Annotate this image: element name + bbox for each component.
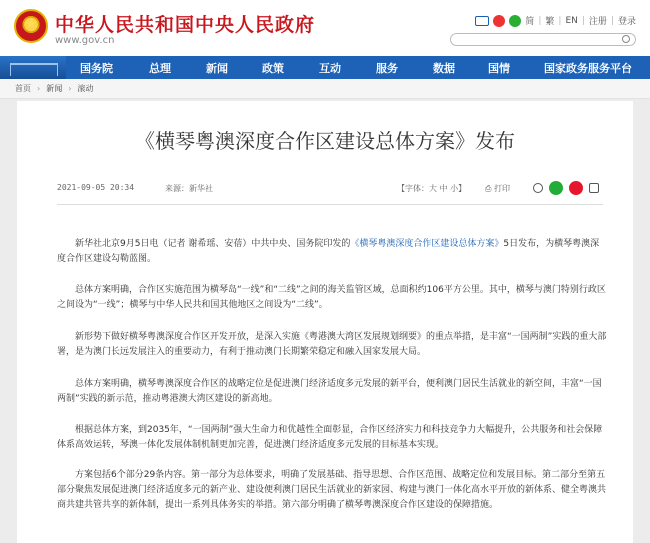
site-url: www.gov.cn: [55, 35, 115, 46]
nav-item-news[interactable]: 新闻: [206, 61, 228, 75]
weibo-icon[interactable]: [493, 15, 505, 27]
traditional-link[interactable]: 繁: [545, 17, 555, 27]
separator: |: [538, 15, 542, 26]
main-nav: [0, 56, 650, 79]
nav-item-premier[interactable]: 总理: [149, 61, 171, 75]
nav-item-data[interactable]: 数据: [433, 61, 455, 75]
breadcrumb-home[interactable]: 首页: [15, 84, 31, 93]
paragraph-6: 方案包括6个部分29条内容。第一部分为总体要求，明确了发展基础、指导思想、合作区范围、战略定位和发展目标。第二部分至第五部分聚焦发展促进澳门经济适度多元的新产业、建设便利澳门居民生活就业的新家园、构建与澳门一体化高水平开放的新体系、健全粤澳共商共建共管共享的新体制，提出一系列具体务实的举措。第六部分明确了横琴粤澳深度合作区建设的保障措施。: [57, 470, 607, 510]
nav-item-national-info[interactable]: 国情: [488, 61, 510, 75]
mail-icon[interactable]: [475, 16, 489, 26]
search-input[interactable]: [450, 33, 636, 46]
separator: |: [610, 15, 614, 26]
top-links: [475, 14, 636, 27]
breadcrumb-separator-icon: ›: [68, 84, 72, 93]
source-name: 新华社: [189, 184, 213, 193]
wechat-share-icon[interactable]: [549, 181, 563, 195]
share-icon[interactable]: [533, 183, 543, 193]
print-label: 打印: [493, 184, 510, 193]
article: [17, 101, 633, 543]
site-header: [0, 0, 650, 56]
printer-icon: ⎙: [485, 184, 492, 193]
paragraph-text: 新华社北京9月5日电（记者 谢希瑶、安蓓）中共中央、国务院印发的: [75, 239, 351, 249]
nav-item-service-platform[interactable]: 国家政务服务平台: [544, 61, 632, 75]
weibo-share-icon[interactable]: [569, 181, 583, 195]
wechat-icon[interactable]: [509, 15, 521, 27]
nav-item-policy[interactable]: 政策: [262, 61, 284, 75]
login-link[interactable]: 登录: [617, 17, 636, 27]
more-share-icon[interactable]: [589, 183, 599, 193]
simplified-link[interactable]: 简: [525, 17, 535, 27]
breadcrumb: [0, 79, 650, 99]
national-emblem-icon[interactable]: ★: [14, 9, 48, 43]
paragraph-3: 新形势下做好横琴粤澳深度合作区开发开放，是深入实施《粤港澳大湾区发展规划纲要》的重点举措，是丰富“一国两制”实践的重大部署，是为澳门长远发展注入的重要动力，有利于推动澳门长期繁荣稳定和融入国家发展大局。: [57, 332, 607, 357]
divider: [57, 204, 603, 205]
breadcrumb-separator-icon: ›: [37, 84, 41, 93]
nav-item-state-council[interactable]: 国务院: [80, 61, 113, 75]
breadcrumb-rolling[interactable]: 滚动: [77, 84, 94, 93]
paragraph-text: 5日发布，为横琴粤澳深度合作区建设勾勒蓝图。: [57, 239, 600, 264]
source-label: 来源：: [165, 184, 189, 193]
publish-date: 2021-09-05 20:34: [57, 183, 135, 192]
english-link[interactable]: EN: [565, 15, 578, 26]
paragraph-1: [57, 237, 607, 267]
font-size-options[interactable]: 【字体：大 中 小】: [397, 184, 467, 193]
share-bar: [533, 181, 599, 195]
tiananmen-decoration-icon: [0, 56, 66, 79]
search-icon[interactable]: [622, 35, 630, 43]
article-source: [165, 183, 213, 194]
paragraph-5: 根据总体方案，到2035年，“一国两制”强大生命力和优越性全面彰显，合作区经济实力和科技竞争力大幅提升，公共服务和社会保障体系高效运转，琴澳一体化发展体制机制更加完善，促进澳门经济适度多元发展的目标基本实现。: [57, 425, 603, 450]
paragraph-2: 总体方案明确，合作区实施范围为横琴岛“一线”和“二线”之间的海关监管区域，总面积约106平方公里。其中，横琴与澳门特别行政区之间设为“一线”；横琴与中华人民共和国其他地区之间设为“二线”。: [57, 285, 606, 310]
plan-link[interactable]: 《横琴粤澳深度合作区建设总体方案》: [350, 239, 504, 249]
register-link[interactable]: 注册: [588, 17, 607, 27]
article-meta: [57, 181, 603, 197]
separator: |: [558, 15, 562, 26]
separator: |: [581, 15, 585, 26]
breadcrumb-news[interactable]: 新闻: [46, 84, 63, 93]
site-title[interactable]: 中华人民共和国中央人民政府: [55, 14, 316, 36]
nav-item-interaction[interactable]: 互动: [319, 61, 341, 75]
article-title: 《横琴粤澳深度合作区建设总体方案》发布: [135, 129, 515, 153]
paragraph-4: 总体方案明确，横琴粤澳深度合作区的战略定位是促进澳门经济适度多元发展的新平台，便利澳门居民生活就业的新空间，丰富“一国两制”实践的新示范，推动粤港澳大湾区建设的新高地。: [57, 379, 602, 404]
print-button[interactable]: [485, 183, 510, 194]
nav-item-services[interactable]: 服务: [376, 61, 398, 75]
